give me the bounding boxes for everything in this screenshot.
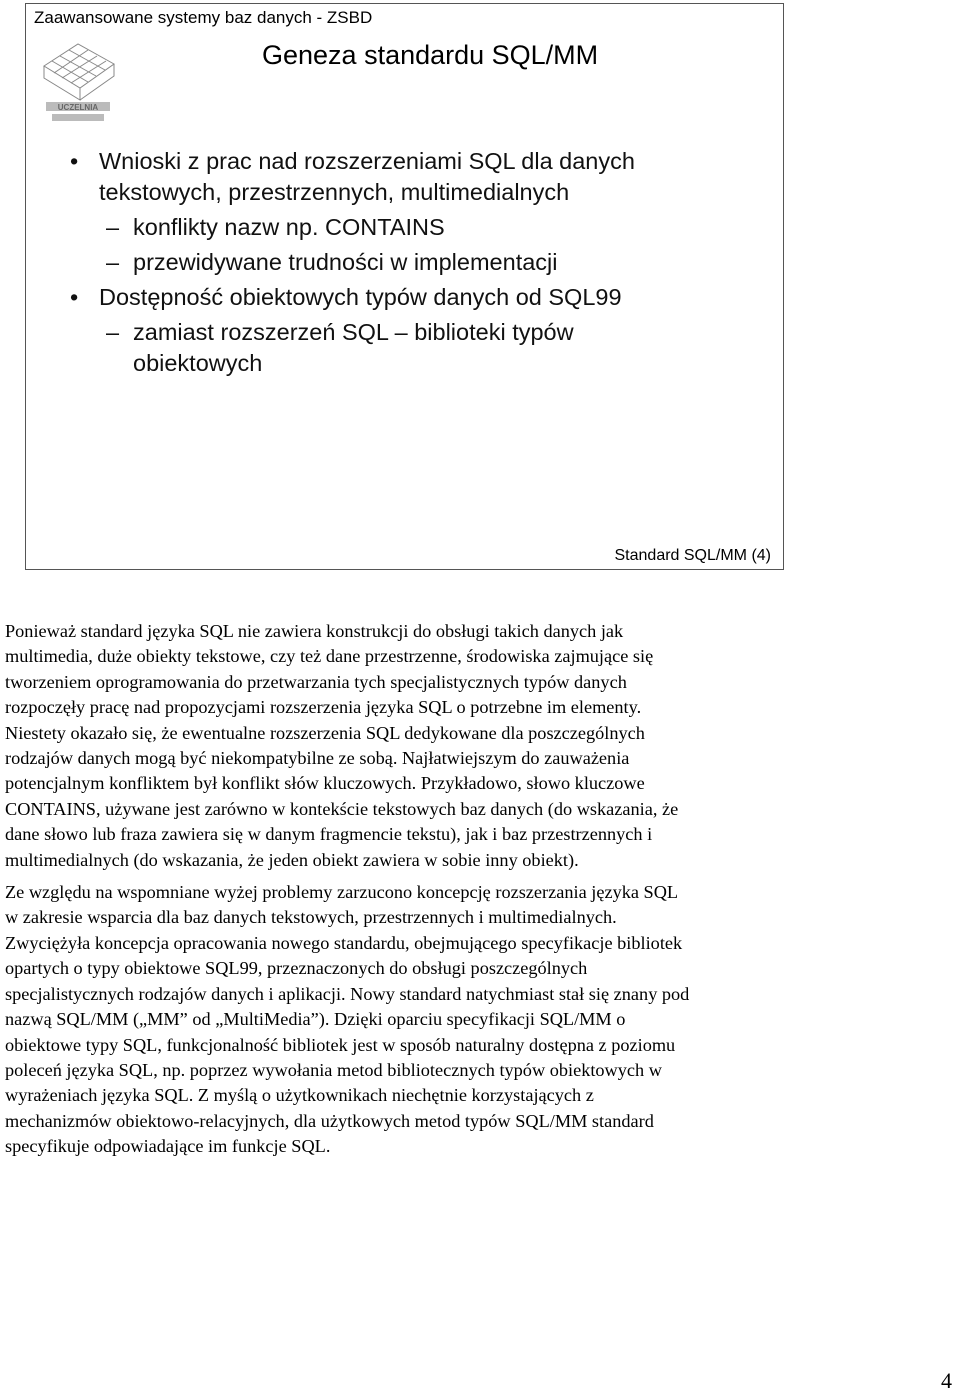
bullet-marker: • (70, 284, 79, 310)
page-number: 4 (941, 1368, 952, 1393)
sub-bullet-marker: – (106, 319, 120, 345)
university-logo (38, 36, 118, 128)
slide-frame (25, 3, 784, 570)
bullet-item (26, 146, 783, 208)
bullet-text: Dostępność obiektowych typów danych od SQL99 (99, 284, 622, 310)
sub-bullet-text: przewidywane trudności w implementacji (133, 249, 558, 275)
sub-bullet-text: zamiast rozszerzeń SQL – biblioteki typów obiektowych (133, 319, 574, 376)
bullet-list (26, 146, 783, 383)
slide-footer: Standard SQL/MM (4) (614, 547, 771, 564)
sub-bullet-marker: – (106, 249, 120, 275)
lecture-notes (5, 619, 795, 1160)
bullet-item (26, 282, 783, 313)
bullet-marker: • (70, 148, 79, 174)
sub-bullet-item (26, 212, 783, 243)
notes-paragraph: Ze względu na wspomniane wyżej problemy zarzucono koncepcję rozszerzania języka SQL w zakresie wsparcia dla baz danych tekstowych, przestrzennych i multimedialnych. Zwyciężyła koncepcja opracowania nowego standardu, obejmującego specyfikacje bibliotek opartych o typy obiektowe SQL99, przeznaczonych do obsługi poszczególnych specjalistycznych rodzajów danych i aplikacji. Nowy standard natychmiast stał się znany pod nazwą SQL/MM („MM” od „MultiMedia”). Dzięki oparciu specyfikacji SQL/MM o obiektowe typy SQL, funkcjonalność bibliotek jest w sposób naturalny dostępna z poziomu poleceń języka SQL, np. poprzez wywołania metod bibliotecznych typów obiektowych w wyrażeniach języka SQL. Z myślą o użytkownikach niechętnie korzystających z mechanizmów obiektowo-relacyjnych, dla użytkowych metod typów SQL/MM standard specyfikuje odpowiadające im funkcje SQL. (5, 882, 690, 1157)
bullet-text: Wnioski z prac nad rozszerzeniami SQL dla danych tekstowych, przestrzennych, multimedialnych (99, 148, 635, 205)
course-header: Zaawansowane systemy baz danych - ZSBD (34, 8, 373, 27)
sub-bullet-marker: – (106, 214, 120, 240)
sub-bullet-item (26, 247, 783, 278)
sub-bullet-item (26, 317, 783, 379)
sub-bullet-text: konflikty nazw np. CONTAINS (133, 214, 445, 240)
logo-text: UCZELNIA (57, 103, 99, 112)
slide-title: Geneza standardu SQL/MM (262, 40, 599, 70)
notes-paragraph: Ponieważ standard języka SQL nie zawiera konstrukcji do obsługi takich danych jak multimedia, duże obiekty tekstowe, czy też dane przestrzenne, środowiska zajmujące się tworzeniem oprogramowania do przetwarzania tych specjalistycznych typów danych rozpoczęły pracę nad propozycjami rozszerzenia języka SQL o potrzebne im elementy. Niestety okazało się, że ewentualne rozszerzenia SQL dedykowane dla poszczególnych rodzajów danych mogą być niekompatybilne ze sobą. Najłatwiejszym do zauważenia potencjalnym konfliktem był konflikt słów kluczowych. Przykładowo, słowo kluczowe CONTAINS, używane jest zarówno w kontekście tekstowych baz danych (do wskazania, że dane słowo lub fraza zawiera się w danym fragmencie tekstu), jak i baz przestrzennych i multimedialnych (do wskazania, że jeden obiekt zawiera w sobie inny obiekt). (5, 621, 679, 870)
